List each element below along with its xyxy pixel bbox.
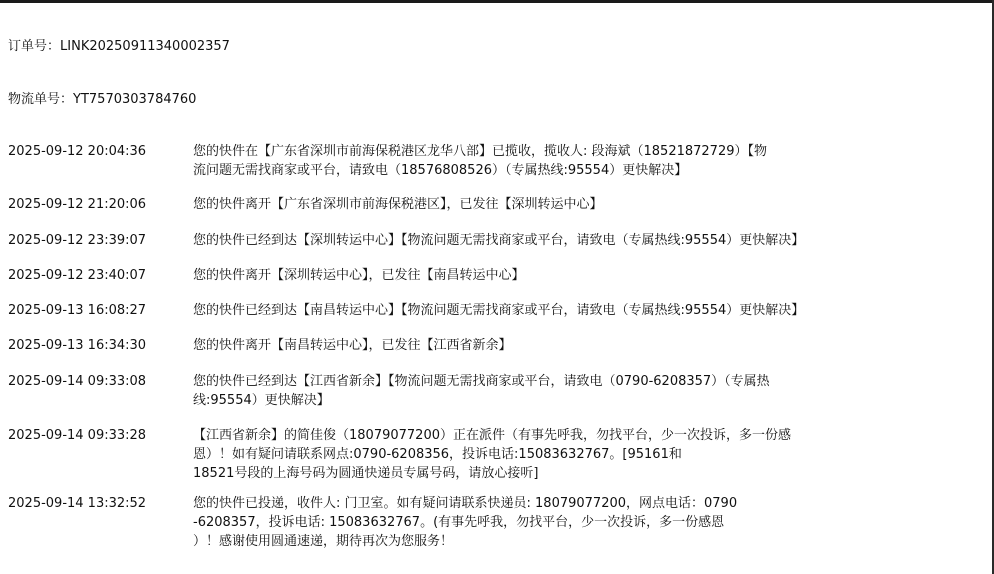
event-description: 您的快件离开【广东省深圳市前海保税港区】，已发往【深圳转运中心】 xyxy=(193,197,603,212)
event-time: 2025-09-13 16:34:30 xyxy=(8,338,147,353)
event-description: 您的快件已经到达【江西省新余】【物流问题无需找商家或平台，请致电（0790-6208357）（专属热 线:95554）更快解决】 xyxy=(193,374,770,408)
event-description: 您的快件离开【深圳转运中心】，已发往【南昌转运中心】 xyxy=(193,268,525,283)
event-description: 您的快件已经到达【南昌转运中心】【物流问题无需找商家或平台，请致电（专属热线:95554）更快解决】 xyxy=(193,303,805,318)
order-number-value: LINK20250911340002357 xyxy=(60,39,230,54)
order-number-line xyxy=(8,38,230,55)
event-description: 【江西省新余】的简佳俊（18079077200）正在派件（有事先呼我，勿找平台，少一次投诉，多一份感 恩）！如有疑问请联系网点:0790-6208356，投诉电话:15083632767。[95161和 18521号段的上海号码为圆通快递员专属号码，请放心接听] xyxy=(193,428,791,481)
order-number-label: 订单号： xyxy=(8,39,61,54)
waybill-number-value: YT7570303784760 xyxy=(73,92,197,107)
waybill-number-label: 物流单号： xyxy=(8,92,74,107)
event-time: 2025-09-12 20:04:36 xyxy=(8,144,147,159)
event-time: 2025-09-12 23:40:07 xyxy=(8,268,147,283)
event-description: 您的快件在【广东省深圳市前海保税港区龙华八部】已揽收，揽收人: 段海斌（18521872729）【物 流问题无需找商家或平台，请致电（18576808526）（专属热线:95554）更快解决】 xyxy=(193,144,767,178)
event-time: 2025-09-14 09:33:28 xyxy=(8,428,147,443)
event-time: 2025-09-14 09:33:08 xyxy=(8,374,147,389)
waybill-number-line xyxy=(8,91,196,108)
event-time: 2025-09-12 23:39:07 xyxy=(8,233,147,248)
top-divider xyxy=(0,0,994,3)
event-description: 您的快件已投递，收件人: 门卫室。如有疑问请联系快递员: 18079077200，网点电话：0790 -6208357，投诉电话: 15083632767。(有事先呼我，勿找平台，少一次投诉，多一份感恩 ）！感谢使用圆通速递，期待再次为您服务！ xyxy=(193,496,738,549)
event-time: 2025-09-13 16:08:27 xyxy=(8,303,147,318)
event-description: 您的快件离开【南昌转运中心】，已发往【江西省新余】 xyxy=(193,338,512,353)
event-description: 您的快件已经到达【深圳转运中心】【物流问题无需找商家或平台，请致电（专属热线:95554）更快解决】 xyxy=(193,233,805,248)
event-time: 2025-09-14 13:32:52 xyxy=(8,496,147,511)
event-time: 2025-09-12 21:20:06 xyxy=(8,197,147,212)
